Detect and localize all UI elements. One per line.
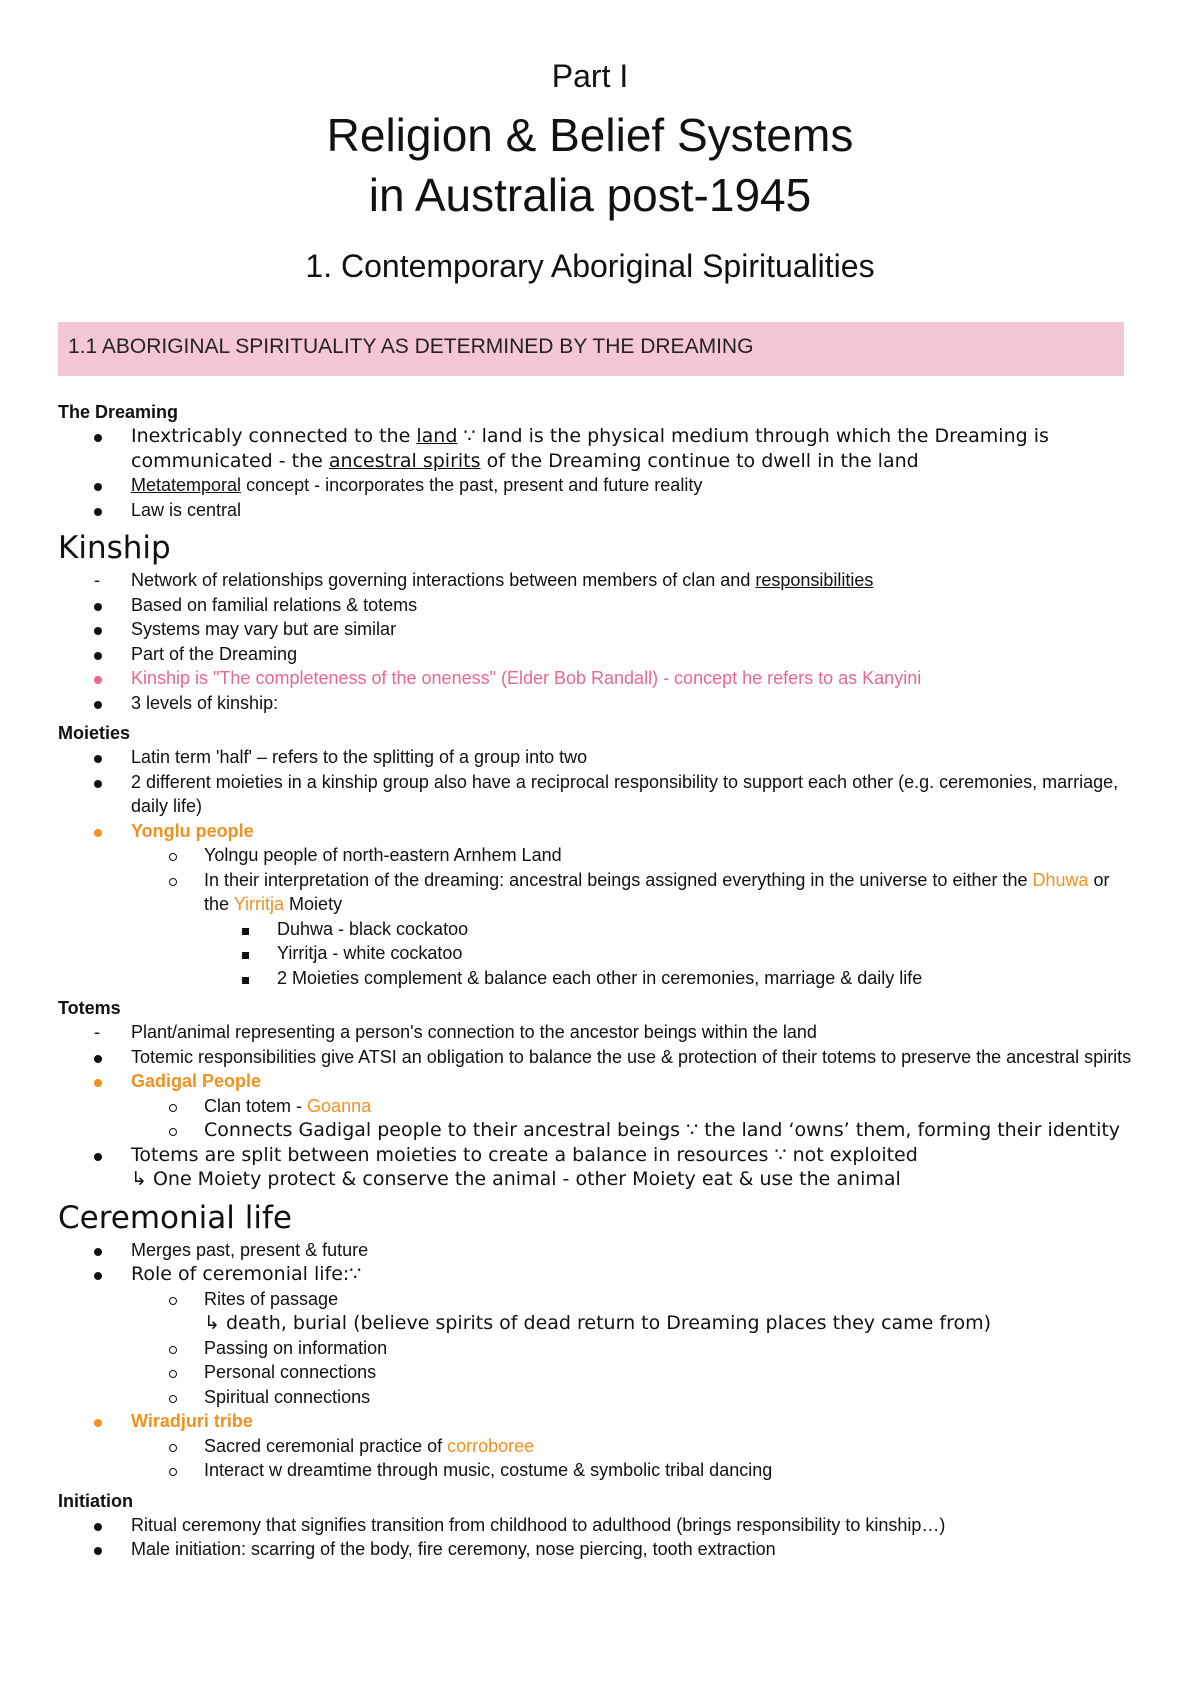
part-label: Part I <box>551 58 629 94</box>
underlined-term: land <box>416 425 458 447</box>
list-item: Yonglu people <box>58 819 1138 844</box>
bullet-icon <box>94 1547 102 1555</box>
circle-bullet-icon <box>169 1104 177 1112</box>
bullet-icon <box>94 434 102 442</box>
list-item: Latin term 'half' – refers to the splitting of a group into two <box>58 745 1138 770</box>
list-item: Duhwa - black cockatoo <box>58 917 1138 942</box>
list-item: Law is central <box>58 498 1138 523</box>
circle-bullet-icon <box>169 1468 177 1476</box>
underlined-term: Metatemporal <box>131 475 242 495</box>
bullet-icon <box>94 1419 102 1427</box>
chapter-heading: 1. Contemporary Aboriginal Spiritualities <box>305 248 875 284</box>
initiation-heading: Initiation <box>58 1490 133 1511</box>
ceremonial-heading: Ceremonial life <box>58 1199 292 1236</box>
kinship-heading: Kinship <box>58 530 171 566</box>
circle-bullet-icon <box>169 878 177 886</box>
list-item: Ritual ceremony that signifies transition from childhood to adulthood (brings responsibility to kinship…) <box>58 1513 1138 1538</box>
list-item: Merges past, present & future <box>58 1238 1138 1263</box>
totems-heading: Totems <box>58 998 121 1018</box>
list-item: - Plant/animal representing a person's connection to the ancestor beings within the land <box>58 1020 1138 1045</box>
highlighted-term: Yirritja <box>233 894 285 914</box>
bullet-icon <box>94 1079 102 1087</box>
kinship-list <box>58 568 1138 715</box>
circle-bullet-icon <box>169 1395 177 1403</box>
bullet-icon <box>94 780 102 788</box>
moieties-heading: Moieties <box>58 723 131 743</box>
list-item: Yirritja - white cockatoo <box>58 941 1138 966</box>
list-item: Based on familial relations & totems <box>58 593 1138 618</box>
list-item: Part of the Dreaming <box>58 642 1138 667</box>
list-item: Connects Gadigal people to their ancestral beings ∵ the land ‘owns’ them, forming their identity <box>58 1118 1138 1143</box>
bullet-icon <box>94 603 102 611</box>
bullet-icon <box>94 508 102 516</box>
title-line-2: in Australia post-1945 <box>368 169 812 221</box>
dreaming-heading: The Dreaming <box>58 402 179 422</box>
list-item: 2 Moieties complement & balance each other in ceremonies, marriage & daily life <box>58 966 1138 991</box>
list-item: Passing on information <box>58 1336 1138 1361</box>
bullet-icon <box>94 1523 102 1531</box>
list-item: Personal connections <box>58 1360 1138 1385</box>
bullet-icon <box>94 1248 102 1256</box>
underlined-term: ancestral spirits <box>328 449 481 472</box>
content <box>58 400 1138 1562</box>
title-line-1: Religion & Belief Systems <box>326 109 854 161</box>
list-item: In their interpretation of the dreaming: ancestral beings assigned everything in the universe to either the Dhuwa or the Yirritja Moiety <box>58 868 1138 917</box>
dreaming-list <box>58 424 1138 522</box>
bullet-icon <box>94 483 102 491</box>
list-item: Yolngu people of north-eastern Arnhem Land <box>58 843 1138 868</box>
bullet-icon <box>94 1055 102 1063</box>
circle-bullet-icon <box>169 1128 177 1136</box>
bullet-icon <box>94 755 102 763</box>
list-item: Inextricably connected to the land ∵ land is the physical medium through which the Dreaming is communicated - the ancestral spirits of the Dreaming continue to dwell in the land <box>58 424 1138 473</box>
list-item: Systems may vary but are similar <box>58 617 1138 642</box>
list-item: Clan totem - Goanna <box>58 1094 1138 1119</box>
list-item: Wiradjuri tribe <box>58 1409 1138 1434</box>
list-item: Role of ceremonial life:∵ <box>58 1262 1138 1287</box>
list-item: Gadigal People <box>58 1069 1138 1094</box>
list-item: - Network of relationships governing interactions between members of clan and responsibilities <box>58 568 1138 593</box>
section-banner-text: 1.1 ABORIGINAL SPIRITUALITY AS DETERMINED BY THE DREAMING <box>68 335 754 358</box>
highlighted-term: corroboree <box>447 1435 535 1456</box>
list-item: Totemic responsibilities give ATSI an obligation to balance the use & protection of their totems to preserve the ancestral spirits <box>58 1045 1138 1070</box>
list-item: Metatemporal concept - incorporates the past, present and future reality <box>58 473 1138 498</box>
list-item: Spiritual connections <box>58 1385 1138 1410</box>
circle-bullet-icon <box>169 1297 177 1305</box>
bullet-icon <box>94 652 102 660</box>
list-item: ↳ death, burial (believe spirits of dead return to Dreaming places they came from) <box>204 1312 992 1334</box>
section-banner <box>58 322 1124 376</box>
moieties-list <box>58 745 1138 990</box>
list-item: 2 different moieties in a kinship group also have a reciprocal responsibility to support each other (e.g. ceremonies, marriage, daily life) <box>58 770 1138 819</box>
list-item: Rites of passage <box>58 1287 1138 1312</box>
list-item: Totems are split between moieties to create a balance in resources ∵ not exploited <box>58 1143 1138 1168</box>
initiation-list <box>58 1513 1138 1562</box>
bullet-icon <box>94 676 102 684</box>
square-bullet-icon <box>242 928 249 935</box>
bullet-icon <box>94 1272 102 1280</box>
highlighted-term: Dhuwa <box>1032 869 1089 890</box>
underlined-term: responsibilities <box>755 570 874 590</box>
bullet-icon <box>94 1153 102 1161</box>
highlighted-term: Goanna <box>307 1095 372 1116</box>
square-bullet-icon <box>242 952 249 959</box>
circle-bullet-icon <box>169 853 177 861</box>
list-item: Interact w dreamtime through music, costume & symbolic tribal dancing <box>58 1458 1138 1483</box>
circle-bullet-icon <box>169 1346 177 1354</box>
circle-bullet-icon <box>169 1444 177 1452</box>
bullet-icon <box>94 627 102 635</box>
bullet-icon <box>94 829 102 837</box>
list-item: Sacred ceremonial practice of corroboree <box>58 1434 1138 1459</box>
list-item: Kinship is "The completeness of the oneness" (Elder Bob Randall) - concept he refers to as Kanyini <box>58 666 1138 691</box>
totems-list <box>58 1020 1138 1192</box>
square-bullet-icon <box>242 977 249 984</box>
circle-bullet-icon <box>169 1370 177 1378</box>
list-item: 3 levels of kinship: <box>58 691 1138 716</box>
list-item: Male initiation: scarring of the body, fire ceremony, nose piercing, tooth extraction <box>58 1537 1138 1562</box>
bullet-icon <box>94 701 102 709</box>
dash-icon: - <box>94 570 100 590</box>
ceremonial-list <box>58 1238 1138 1483</box>
list-item: ↳ One Moiety protect & conserve the animal - other Moiety eat & use the animal <box>131 1168 901 1190</box>
dash-icon: - <box>94 1022 100 1042</box>
